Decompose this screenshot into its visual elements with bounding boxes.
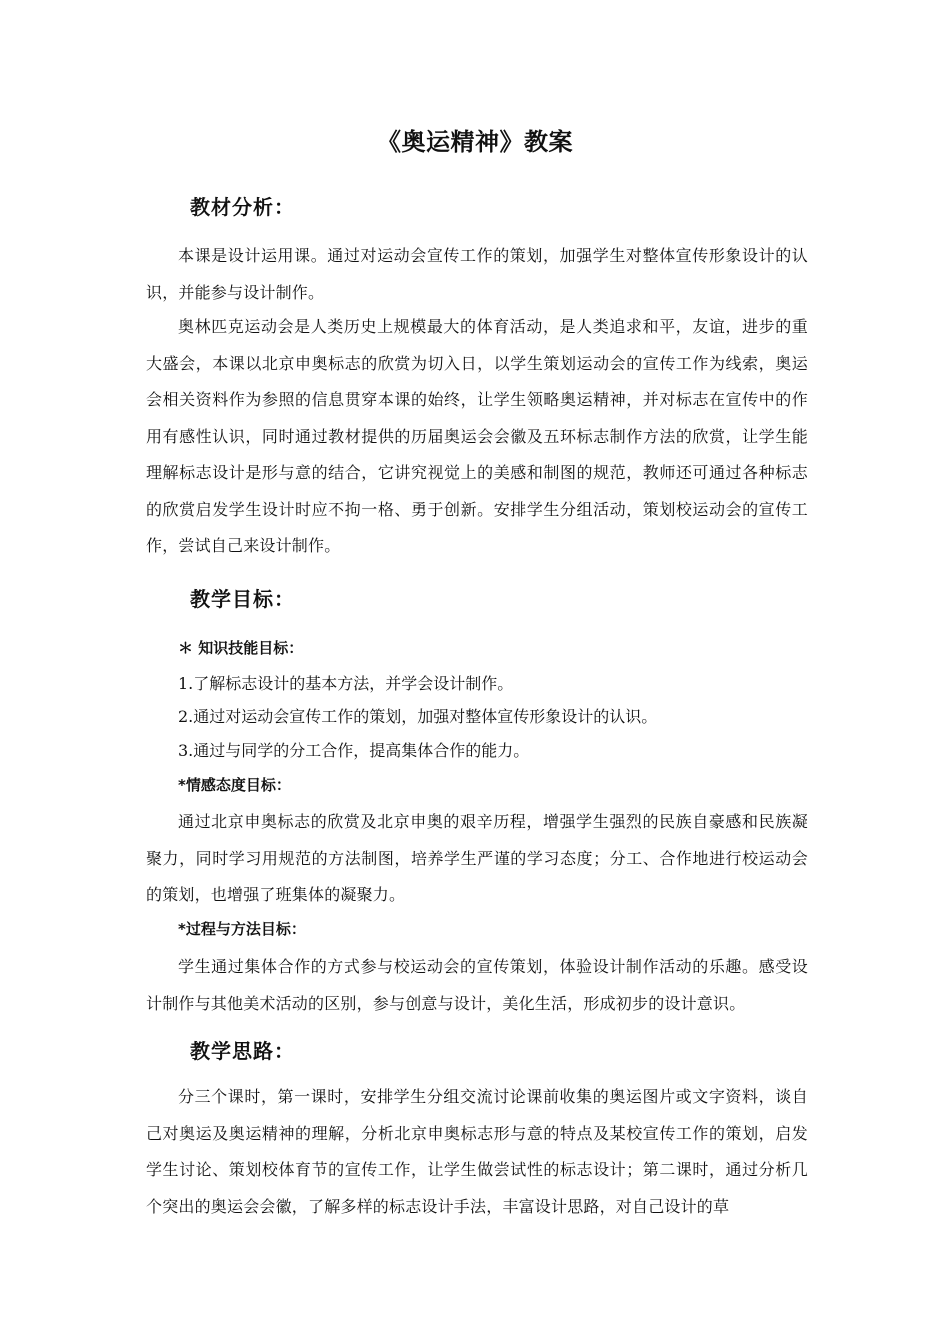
heading-goals: 教学目标： [190,587,295,611]
process-method-text: 学生通过集体合作的方式参与校运动会的宣传策划，体验设计制作活动的乐趣。感受设计制作与其他美术活动的区别，参与创意与设计，美化生活，形成初步的设计意识。 [146,957,808,1013]
knowledge-item-1: 1.了解标志设计的基本方法，并学会设计制作。 [178,674,514,693]
process-method-label: *过程与方法目标： [178,920,306,938]
knowledge-skill-label: ＊ 知识技能目标： [178,639,304,657]
analysis-paragraph-1: 本课是设计运用课。通过对运动会宣传工作的策划，加强学生对整体宣传形象设计的认识，并能参与设计制作。 [146,246,808,302]
emotion-attitude-label: *情感态度目标： [178,776,291,794]
analysis-paragraph-2: 奥林匹克运动会是人类历史上规模最大的体育活动，是人类追求和平，友谊，进步的重大盛会，本课以北京申奥标志的欣赏为切入日，以学生策划运动会的宣传工作为线索，奥运会相关资料作为参照的信息贯穿本课的始终，让学生领略奥运精神，并对标志在宣传中的作用有感性认识，同时通过教材提供的历届奥运会会徽及五环标志制作方法的欣赏，让学生能理解标志设计是形与意的结合，它讲究视觉上的美感和制图的规范，教师还可通过各种标志的欣赏启发学生设计时应不拘一格、勇于创新。安排学生分组活动，策划校运动会的宣传工作，尝试自己来设计制作。 [146,317,808,555]
knowledge-item-3: 3.通过与同学的分工合作，提高集体合作的能力。 [178,741,530,760]
emotion-attitude-text: 通过北京申奥标志的欣赏及北京申奥的艰辛历程，增强学生强烈的民族自豪感和民族凝聚力，同时学习用规范的方法制图，培养学生严谨的学习态度；分工、合作地进行校运动会的策划，也增强了班集体的凝聚力。 [146,812,808,904]
heading-analysis: 教材分析： [190,195,295,219]
knowledge-item-2: 2.通过对运动会宣传工作的策划，加强对整体宣传形象设计的认识。 [178,707,658,726]
approach-text: 分三个课时，第一课时，安排学生分组交流讨论课前收集的奥运图片或文字资料，谈自己对奥运及奥运精神的理解，分析北京申奥标志形与意的特点及某校宣传工作的策划，启发学生讨论、策划校体育节的宣传工作，让学生做尝试性的标志设计；第二课时，通过分析几个突出的奥运会会徽，了解多样的标志设计手法，丰富设计思路，对自己设计的草 [146,1087,808,1216]
heading-approach: 教学思路： [190,1039,295,1063]
document-title: 《奥运精神》教案 [377,128,573,156]
